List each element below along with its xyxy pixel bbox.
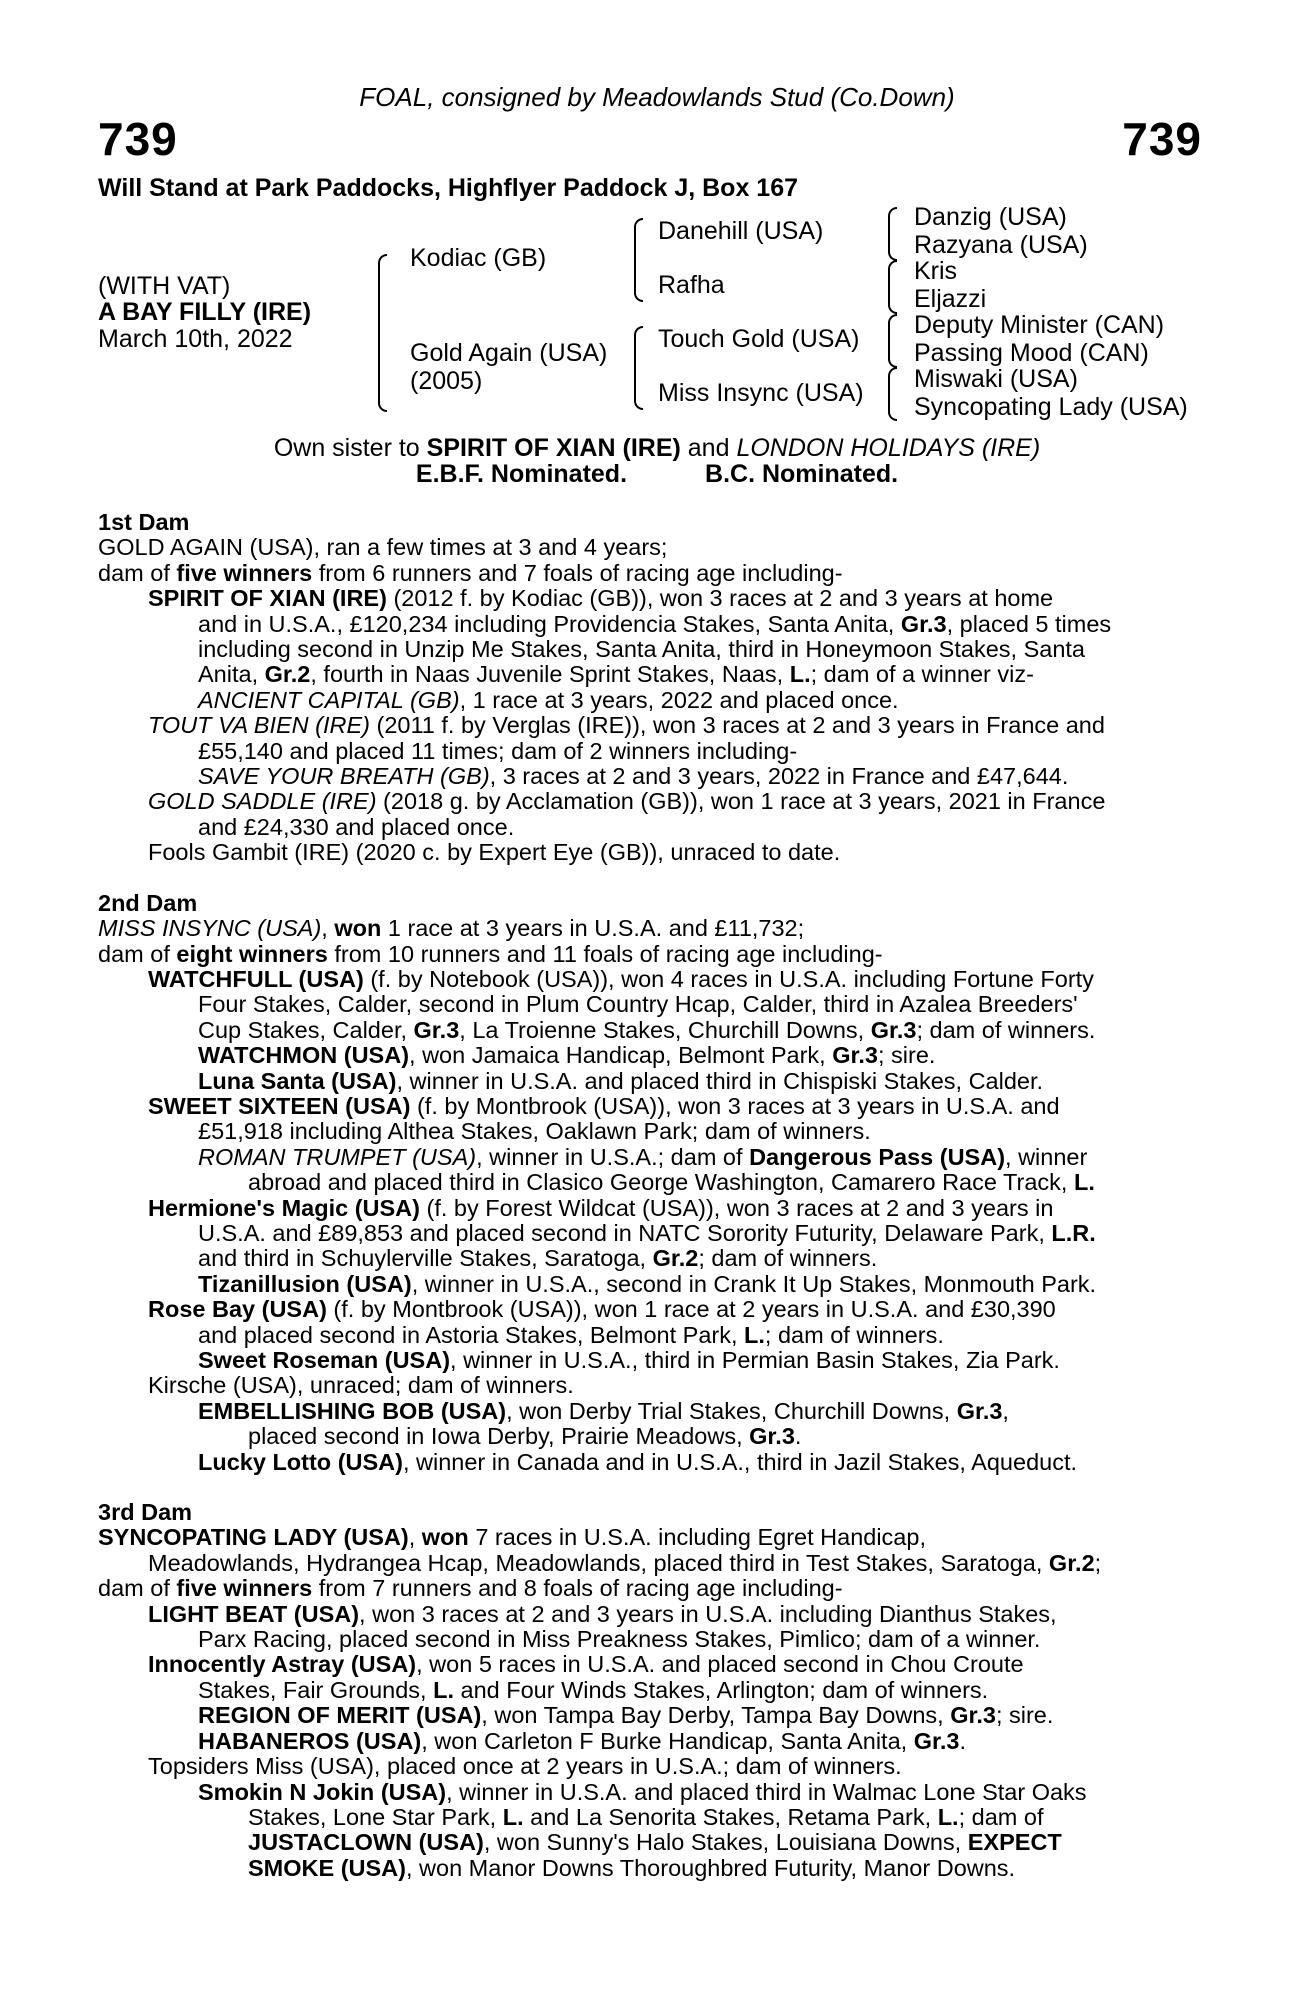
dam-of-dam: Miss Insync (USA) [658,379,864,407]
section-heading [98,1500,1111,1525]
note-text: Topsiders Miss (USA), placed once at 2 years in U.S.A.; dam of winners. [148,1753,902,1780]
note-text: won [334,915,382,942]
note-text: L. [789,661,811,688]
note-text: , won Jamaica Handicap, Belmont Park, [409,1042,833,1069]
note-line [98,1399,1111,1424]
note-text: Gr.3 [870,1016,917,1043]
note-text: Fools Gambit (IRE) (2020 c. by Expert Eye (GB)), unraced to date. [148,839,841,866]
note-line [98,1525,1111,1550]
note-text: from 6 runners and 7 foals of racing age including- [312,559,843,586]
note-text: Four Stakes, Calder, second in Plum Country Hcap, Calder, third in Azalea Breeders' [198,991,1078,1018]
note-line [98,1145,1111,1170]
section-gap [98,866,1111,891]
note-text: and £24,330 and placed once. [198,813,515,840]
note-text: dam of [98,559,177,586]
note-text: JUSTACLOWN (USA) [248,1829,484,1856]
note-text: and third in Schuylerville Stakes, Saratoga, [198,1245,653,1272]
section-heading [98,510,1111,535]
note-text: , won 5 races in U.S.A. and placed second in Chou Croute [416,1651,1024,1678]
note-text: , winner in U.S.A., third in Permian Basin Stakes, Zia Park. [450,1347,1060,1373]
note-line [98,1196,1111,1221]
nominations-line [0,460,1314,488]
sister-one: SPIRIT OF XIAN (IRE) [426,434,681,462]
dam-notes [98,510,1111,1881]
note-text: five winners [176,1575,313,1602]
sire-of-dam: Touch Gold (USA) [658,325,860,353]
note-text: , winner in Canada and in U.S.A., third in Jazil Stakes, Aqueduct. [402,1448,1078,1475]
note-text: ; sire. [877,1042,936,1069]
note-line [98,561,1111,586]
own-sister-prefix: Own sister to [273,434,427,462]
gen3-dss: Deputy Minister (CAN) [914,311,1165,339]
note-text: SPIRIT OF XIAN (IRE) [148,585,387,612]
note-text: L. [502,1803,524,1830]
note-line [98,1069,1111,1094]
note-line [98,1729,1111,1754]
note-line [98,1780,1111,1805]
note-text: (f. by Montbrook (USA)), won 1 race at 2 years in U.S.A. and £30,390 [326,1296,1056,1323]
note-text: , fourth in Naas Juvenile Sprint Stakes, Naas, [310,661,790,688]
gen3-dsd: Passing Mood (CAN) [914,339,1149,367]
note-line [98,815,1111,840]
note-text: ; [1094,1549,1102,1576]
own-sister-line [0,434,1314,462]
note-line [98,1348,1111,1373]
note-text: Tizanillusion (USA) [198,1270,412,1297]
note-text: Gr.3 [956,1397,1003,1424]
note-text: Gr.3 [950,1702,996,1729]
note-text: Gr.3 [413,1016,460,1043]
note-text: , La Troienne Stakes, Churchill Downs, [459,1016,871,1043]
note-text: five winners [176,559,313,586]
dam-of-sire: Rafha [658,271,725,299]
note-text: 2nd Dam [98,889,198,916]
note-text: ROMAN TRUMPET (USA) [198,1143,477,1170]
note-text: 3rd Dam [98,1499,193,1526]
dam-year: (2005) [410,367,483,395]
note-text: Sweet Roseman (USA) [198,1347,451,1373]
note-text: Stakes, Lone Star Park, [248,1803,503,1830]
note-text: , won 3 races at 2 and 3 years in U.S.A. including Dianthus Stakes, [359,1600,1057,1627]
note-text: , won Tampa Bay Derby, Tampa Bay Downs, [481,1702,951,1729]
note-text: Parx Racing, placed second in Miss Preakness Stakes, Pimlico; dam of a winner. [198,1626,1041,1653]
note-text: dam of [98,940,177,967]
note-line [98,1094,1111,1119]
note-line [98,713,1111,738]
note-line [98,1221,1111,1246]
note-line [98,1450,1111,1475]
gen3-dds: Miswaki (USA) [914,365,1078,393]
note-text: Gr.2 [652,1245,699,1272]
ebf-nomination: E.B.F. Nominated. [415,460,628,488]
note-text: Hermione's Magic (USA) [148,1194,420,1221]
note-text: ; dam of a winner viz- [810,661,1034,688]
note-text: from 7 runners and 8 foals of racing age including- [312,1575,843,1602]
note-text: Gr.3 [900,610,947,637]
sire-name: Kodiac (GB) [410,244,547,272]
note-line [98,1018,1111,1043]
gen3-ssd: Razyana (USA) [914,231,1088,259]
note-line [98,1652,1111,1677]
note-line [98,739,1111,764]
note-text: , [408,1524,422,1551]
note-line [98,1856,1111,1881]
note-line [98,662,1111,687]
gen3-ddd: Syncopating Lady (USA) [914,393,1188,421]
note-text: ; dam of [958,1803,1044,1830]
vat-note: (WITH VAT) [98,272,231,300]
note-text: WATCHMON (USA) [198,1042,410,1069]
gen3-sds: Kris [914,257,958,285]
note-line [98,1805,1111,1830]
note-text: Gr.3 [913,1727,960,1754]
note-text: Anita, [198,661,265,688]
note-line [98,612,1111,637]
note-line [98,637,1111,662]
note-line [98,1830,1111,1855]
note-text: ; dam of winners. [764,1321,944,1348]
note-text: abroad and placed third in Clasico George Washington, Camarero Race Track, [248,1169,1074,1196]
note-text: ; sire. [995,1702,1054,1729]
note-text: , winner in U.S.A. and placed third in Chispiski Stakes, Calder. [396,1067,1044,1094]
note-text: L. [744,1321,765,1348]
note-text: won [421,1524,469,1551]
note-text: eight winners [176,940,328,967]
note-text: Rose Bay (USA) [148,1296,327,1323]
note-text: ; dam of winners. [698,1245,878,1272]
note-text: 1 race at 3 years in U.S.A. and £11,732; [381,915,805,942]
note-line [98,1323,1111,1348]
note-line [98,1170,1111,1195]
note-text: . [959,1727,966,1754]
note-line [98,1551,1111,1576]
note-text: from 10 runners and 11 foals of racing age including- [327,940,883,967]
note-text: SAVE YOUR BREATH (GB) [198,763,490,790]
note-text: , winner [1005,1143,1088,1170]
note-text: Lucky Lotto (USA) [198,1448,403,1475]
note-line [98,1272,1111,1297]
note-text: (f. by Montbrook (USA)), won 3 races at 3 years in U.S.A. and [410,1092,1060,1119]
note-line [98,1627,1111,1652]
note-text: Gr.3 [749,1423,795,1450]
pedigree-bracket-dam [634,326,643,410]
note-text: REGION OF MERIT (USA) [198,1702,482,1729]
note-line [98,992,1111,1017]
note-line [98,688,1111,713]
standing-location: Will Stand at Park Paddocks, Highflyer Paddock J, Box 167 [98,174,798,202]
note-text: and Four Winds Stakes, Arlington; dam of winners. [453,1676,989,1703]
note-line [98,1424,1111,1449]
note-text: and in U.S.A., £120,234 including Providencia Stakes, Santa Anita, [198,610,901,637]
note-text: Luna Santa (USA) [198,1067,397,1094]
note-line [98,1246,1111,1271]
note-line [98,789,1111,814]
note-text: , won Manor Downs Thoroughbred Futurity, Manor Downs. [405,1854,1016,1881]
note-text: GOLD SADDLE (IRE) [148,788,377,815]
bc-nomination: B.C. Nominated. [705,460,899,488]
note-text: ; dam of winners. [916,1016,1096,1043]
note-text: Smokin N Jokin (USA) [198,1778,447,1805]
sister-two: LONDON HOLIDAYS (IRE) [736,434,1041,462]
note-text: EXPECT [967,1829,1062,1856]
note-line [98,1119,1111,1144]
lot-number-right: 739 [1122,113,1202,165]
horse-name: A BAY FILLY (IRE) [98,298,312,326]
note-text: including second in Unzip Me Stakes, Santa Anita, third in Honeymoon Stakes, Santa [198,636,1085,663]
note-text: , winner in U.S.A.; dam of [476,1143,750,1170]
note-text: Meadowlands, Hydrangea Hcap, Meadowlands, placed third in Test Stakes, Saratoga, [148,1549,1049,1576]
consignor-line: FOAL, consigned by Meadowlands Stud (Co.Down) [359,82,955,112]
note-line [98,1703,1111,1728]
note-text: SYNCOPATING LADY (USA) [98,1524,409,1551]
gen3-sdd: Eljazzi [914,285,987,313]
note-text: , winner in U.S.A., second in Crank It Up Stakes, Monmouth Park. [411,1270,1097,1297]
note-line [98,1602,1111,1627]
note-text: (f. by Forest Wildcat (USA)), won 3 races at 2 and 3 years in [419,1194,1054,1221]
note-text: . [794,1423,802,1450]
note-text: (2011 f. by Verglas (IRE)), won 3 races at 2 and 3 years in France and [369,712,1105,739]
note-text: Gr.2 [1048,1549,1095,1576]
note-line [98,1373,1111,1398]
sister-conjunction: and [680,434,737,462]
note-text: 1st Dam [98,509,190,535]
pedigree-bracket-dd [888,367,897,421]
pedigree-bracket-sd [888,260,897,314]
note-text: Dangerous Pass (USA) [749,1143,1006,1170]
note-line [98,1754,1111,1779]
note-text: Cup Stakes, Calder, [198,1016,414,1043]
note-line [98,840,1111,865]
note-line [98,1678,1111,1703]
note-text: placed second in Iowa Derby, Prairie Meadows, [248,1423,750,1450]
note-line [98,916,1111,941]
note-line [98,967,1111,992]
note-text: £51,918 including Althea Stakes, Oaklawn Park; dam of winners. [198,1118,871,1145]
note-text: L. [937,1803,959,1830]
note-text: ANCIENT CAPITAL (GB) [198,686,460,713]
note-text: , [1002,1397,1009,1424]
note-text: dam of [98,1575,177,1602]
note-text: Innocently Astray (USA) [148,1651,417,1678]
note-text: L. [433,1676,454,1703]
note-text: 7 races in U.S.A. including Egret Handicap, [468,1524,926,1551]
note-text: Kirsche (USA), unraced; dam of winners. [148,1372,574,1399]
pedigree-bracket-ds [888,314,897,368]
note-text: WATCHFULL (USA) [148,965,364,992]
note-text: GOLD AGAIN (USA), ran a few times at 3 and 4 years; [98,534,668,561]
note-text: HABANEROS (USA) [198,1727,422,1754]
note-text: £55,140 and placed 11 times; dam of 2 winners including- [198,737,798,764]
note-text: SWEET SIXTEEN (USA) [148,1092,411,1119]
note-text: LIGHT BEAT (USA) [148,1600,360,1627]
note-text: L. [1073,1169,1095,1196]
note-text: and La Senorita Stakes, Retama Park, [523,1803,938,1830]
note-text: , winner in U.S.A. and placed third in Walmac Lone Star Oaks [446,1778,1087,1805]
note-text: Gr.2 [264,661,311,688]
note-text: , won Derby Trial Stakes, Churchill Downs, [506,1397,957,1424]
note-text: (2012 f. by Kodiac (GB)), won 3 races at 2 and 3 years at home [386,585,1054,612]
note-text: Gr.3 [832,1042,878,1069]
gen3-sss: Danzig (USA) [914,203,1067,231]
note-text: (2018 g. by Acclamation (GB)), won 1 race at 3 years, 2021 in France [376,788,1106,815]
section-gap [98,1475,1111,1500]
pedigree-bracket-main [378,254,387,412]
note-text: , 3 races at 2 and 3 years, 2022 in France and £47,644. [489,763,1069,790]
dam-name: Gold Again (USA) [410,339,608,367]
note-text: MISS INSYNC (USA) [98,915,322,942]
sire-of-sire: Danehill (USA) [658,217,824,245]
note-text: EMBELLISHING BOB (USA) [198,1397,507,1424]
note-text: and placed second in Astoria Stakes, Belmont Park, [198,1321,745,1348]
note-text: , 1 race at 3 years, 2022 and placed once. [459,686,899,713]
note-line [98,1043,1111,1068]
note-text: Stakes, Fair Grounds, [198,1676,434,1703]
note-line [98,1576,1111,1601]
note-text: , [321,915,335,942]
note-line [98,942,1111,967]
note-line [98,1297,1111,1322]
pedigree-bracket-sire [634,218,643,302]
note-text: , won Carleton F Burke Handicap, Santa Anita, [421,1727,914,1754]
note-line [98,586,1111,611]
lot-number-left: 739 [98,113,178,165]
foaling-date: March 10th, 2022 [98,325,293,353]
note-text: SMOKE (USA) [248,1854,406,1881]
pedigree-bracket-ss [888,207,897,261]
section-heading [98,891,1111,916]
note-text: U.S.A. and £89,853 and placed second in NATC Sorority Futurity, Delaware Park, [198,1219,1052,1246]
note-text: , won Sunny's Halo Stakes, Louisiana Downs, [483,1829,968,1856]
note-text: TOUT VA BIEN (IRE) [148,712,370,739]
note-text: L.R. [1051,1219,1096,1246]
note-line [98,535,1111,560]
note-text: , placed 5 times [946,610,1112,637]
note-text: (f. by Notebook (USA)), won 4 races in U.S.A. including Fortune Forty [363,965,1094,992]
note-line [98,764,1111,789]
